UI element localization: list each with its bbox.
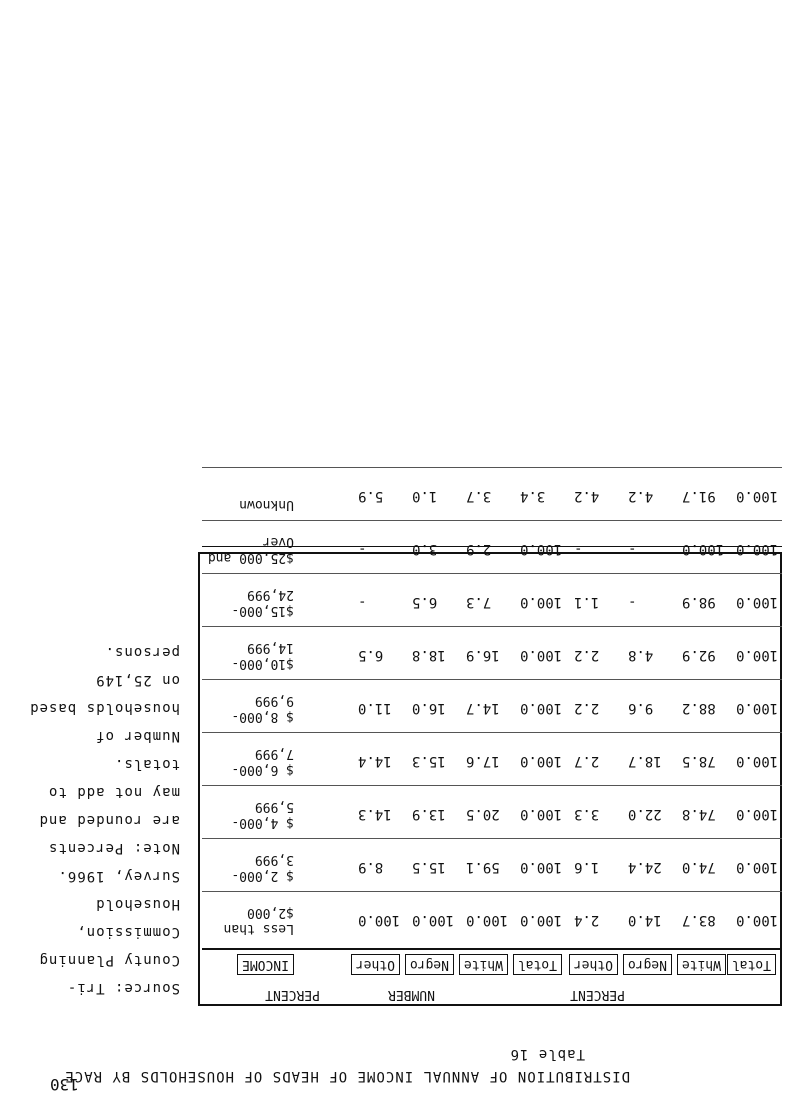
number-group-header: NUMBER <box>388 987 435 1002</box>
row-label: Less than $2,000 <box>223 905 294 936</box>
table-cell-pct2-total: 100.0 <box>736 753 779 769</box>
table-cell-pct-negro: 6.5 <box>412 594 438 610</box>
table-cell-pct2-white: 100.0 <box>682 541 725 557</box>
table-cell-pct-white: 7.3 <box>466 594 492 610</box>
percent-group-header-right: PERCENT <box>265 987 320 1002</box>
table-row <box>202 838 782 891</box>
row-label: $25,000 and Over <box>207 534 294 565</box>
table-cell-pct2-other: - <box>574 541 583 557</box>
table-cell-pct2-negro: 4.2 <box>628 488 654 504</box>
table-cell-pct-total: 100.0 <box>520 806 563 822</box>
col-header-total: Total <box>727 954 776 975</box>
table-cell-pct2-white: 88.2 <box>682 700 716 716</box>
table-row <box>202 626 782 679</box>
table-cell-pct-negro: 3.0 <box>412 541 438 557</box>
column-headers <box>202 952 782 978</box>
table-cell-pct-negro: 100.0 <box>412 912 455 928</box>
table-cell-pct-other: - <box>358 594 367 610</box>
table-cell-pct2-negro: 14.0 <box>628 912 662 928</box>
table-cell-pct2-other: 2.2 <box>574 647 600 663</box>
row-label: $10,000-14,999 <box>231 640 294 671</box>
table-cell-pct2-other: 2.4 <box>574 912 600 928</box>
table-cell-pct-white: 59.1 <box>466 859 500 875</box>
table-cell-pct2-negro: 4.8 <box>628 647 654 663</box>
table-cell-pct-other: 11.0 <box>358 700 392 716</box>
table-cell-pct-white: 16.9 <box>466 647 500 663</box>
table-cell-pct-other: 14.3 <box>358 806 392 822</box>
table-cell-pct-other: - <box>358 541 367 557</box>
table-cell-pct2-negro: 9.6 <box>628 700 654 716</box>
table-cell-pct-other: 14.4 <box>358 753 392 769</box>
col-header-total-2: Total <box>513 954 562 975</box>
footnote-source: Source: Tri-County Planning Commission, Household Survey, 1966. <box>38 868 180 996</box>
table-cell-pct-total: 3.4 <box>520 488 546 504</box>
table-cell-pct2-other: 1.6 <box>574 859 600 875</box>
table-cell-pct2-negro: - <box>628 541 637 557</box>
table-cell-pct-other: 8.9 <box>358 859 384 875</box>
table-cell-pct-total: 100.0 <box>520 753 563 769</box>
table-cell-pct-white: 2.9 <box>466 541 492 557</box>
table-cell-pct-total: 100.0 <box>520 594 563 610</box>
table-cell-pct-total: 100.0 <box>520 647 563 663</box>
table-row <box>202 467 782 520</box>
income-table-rows <box>202 467 782 944</box>
table-cell-pct2-white: 91.7 <box>682 488 716 504</box>
col-header-income: INCOME <box>237 954 294 975</box>
row-label: Unknown <box>239 497 294 512</box>
footnotes <box>20 638 180 1002</box>
table-cell-pct-white: 17.6 <box>466 753 500 769</box>
header-rule <box>202 948 782 950</box>
table-cell-pct-white: 100.0 <box>466 912 509 928</box>
table-cell-pct-negro: 15.5 <box>412 859 446 875</box>
row-label: $ 6,000-7,999 <box>231 746 294 777</box>
row-label: $ 4,000-5,999 <box>231 799 294 830</box>
table-cell-pct2-total: 100.0 <box>736 859 779 875</box>
table-cell-pct2-other: 1.1 <box>574 594 600 610</box>
row-label: $15,000-24,999 <box>231 587 294 618</box>
table-cell-pct2-white: 78.5 <box>682 753 716 769</box>
table-title: DISTRIBUTION OF ANNUAL INCOME OF HEADS OF HOUSEHOLDS BY RACE <box>64 1068 630 1084</box>
table-row <box>202 732 782 785</box>
footnote-subnote: Number of households based on 25,149 persons. <box>29 644 180 744</box>
col-header-white-2: White <box>459 954 508 975</box>
table-cell-pct2-white: 98.9 <box>682 594 716 610</box>
table-cell-pct-total: 100.0 <box>520 859 563 875</box>
table-row <box>202 573 782 626</box>
table-row <box>202 785 782 838</box>
table-cell-pct-white: 14.7 <box>466 700 500 716</box>
table-cell-pct2-total: 100.0 <box>736 912 779 928</box>
table-cell-pct-white: 20.5 <box>466 806 500 822</box>
table-row <box>202 679 782 732</box>
row-label: $ 2,000-3,999 <box>231 852 294 883</box>
table-bottom-rule <box>202 546 782 547</box>
page-number: 130 <box>50 1075 79 1094</box>
table-row <box>202 891 782 944</box>
table-cell-pct2-other: 2.2 <box>574 700 600 716</box>
table-cell-pct-other: 5.9 <box>358 488 384 504</box>
table-cell-pct-negro: 13.9 <box>412 806 446 822</box>
table-cell-pct-negro: 1.0 <box>412 488 438 504</box>
col-header-negro-2: Negro <box>405 954 454 975</box>
table-cell-pct-white: 3.7 <box>466 488 492 504</box>
footnote-note: Note: Percents are rounded and may not add to totals. <box>38 756 180 856</box>
table-cell-pct2-negro: 22.0 <box>628 806 662 822</box>
table-cell-pct-negro: 15.3 <box>412 753 446 769</box>
row-label: $ 8,000-9,999 <box>231 693 294 724</box>
table-cell-pct2-total: 100.0 <box>736 594 779 610</box>
table-cell-pct2-total: 100.0 <box>736 488 779 504</box>
table-cell-pct2-negro: - <box>628 594 637 610</box>
col-header-other: Other <box>569 954 618 975</box>
table-cell-pct-other: 100.0 <box>358 912 401 928</box>
table-cell-pct-total: 100.0 <box>520 700 563 716</box>
percent-group-header-left: PERCENT <box>570 987 625 1002</box>
table-cell-pct-negro: 18.8 <box>412 647 446 663</box>
table-cell-pct-other: 6.5 <box>358 647 384 663</box>
table-cell-pct2-negro: 18.7 <box>628 753 662 769</box>
table-cell-pct2-total: 100.0 <box>736 647 779 663</box>
table-cell-pct-total: 100.0 <box>520 541 563 557</box>
table-cell-pct2-other: 2.7 <box>574 753 600 769</box>
table-cell-pct2-total: 100.0 <box>736 700 779 716</box>
table-cell-pct2-white: 83.7 <box>682 912 716 928</box>
col-header-other-2: Other <box>351 954 400 975</box>
table-cell-pct2-other: 4.2 <box>574 488 600 504</box>
table-cell-pct2-total: 100.0 <box>736 541 779 557</box>
table-cell-pct2-total: 100.0 <box>736 806 779 822</box>
col-header-negro: Negro <box>623 954 672 975</box>
table-cell-pct2-other: 3.3 <box>574 806 600 822</box>
table-cell-pct2-negro: 24.4 <box>628 859 662 875</box>
table-cell-pct2-white: 92.9 <box>682 647 716 663</box>
table-cell-pct-negro: 16.0 <box>412 700 446 716</box>
table-cell-pct2-white: 74.8 <box>682 806 716 822</box>
table-cell-pct2-white: 74.0 <box>682 859 716 875</box>
col-header-white: White <box>677 954 726 975</box>
table-label: Table 16 <box>509 1046 585 1062</box>
table-cell-pct-total: 100.0 <box>520 912 563 928</box>
